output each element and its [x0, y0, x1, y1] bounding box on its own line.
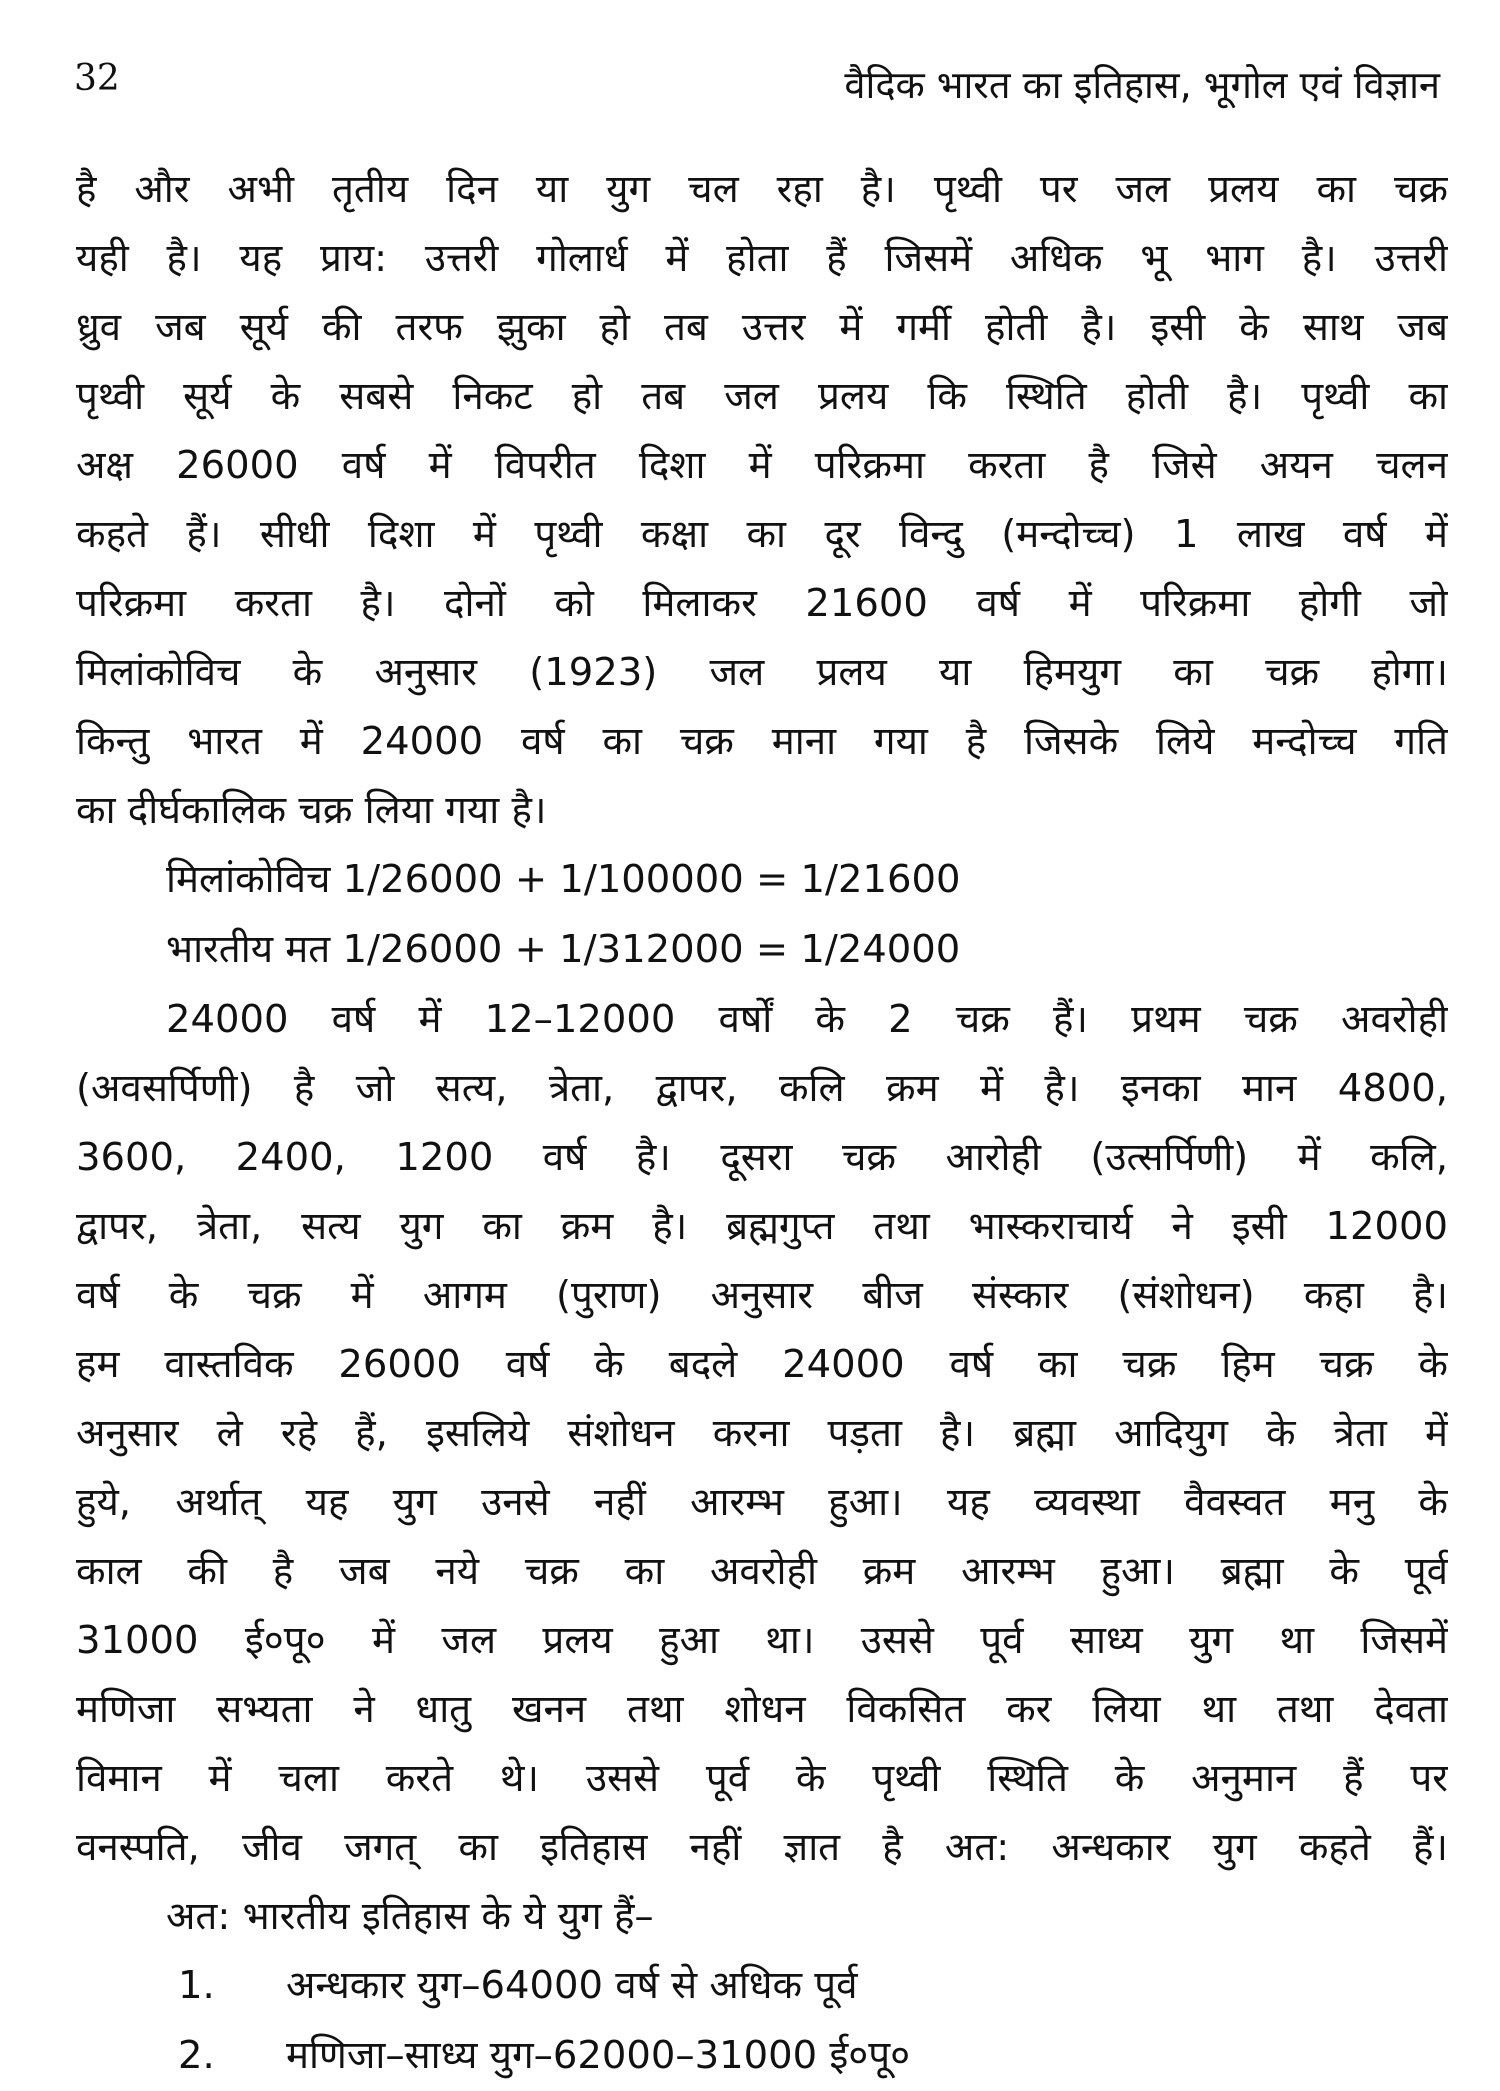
page-number: 32: [74, 58, 120, 99]
list-item: [76, 2021, 1448, 2091]
era-list: [76, 1951, 1448, 2091]
text-line: ध्रुव जब सूर्य की तरफ झुका हो तब उत्तर में गर्मी होती है। इसी के साथ जब: [76, 305, 1448, 350]
paragraph-1: [76, 155, 1448, 845]
text-line: 31000 ई०पू० में जल प्रलय हुआ था। उससे पूर्व साध्य युग था जिसमें: [76, 1618, 1448, 1663]
text-line: है और अभी तृतीय दिन या युग चल रहा है। पृथ्वी पर जल प्रलय का चक्र: [76, 167, 1448, 212]
text-line: काल की है जब नये चक्र का अवरोही क्रम आरम्भ हुआ। ब्रह्मा के पूर्व: [76, 1549, 1448, 1594]
text-line: कहते हैं। सीधी दिशा में पृथ्वी कक्षा का दूर विन्दु (मन्दोच्च) 1 लाख वर्ष में: [76, 512, 1448, 557]
list-intro: अत: भारतीय इतिहास के ये युग हैं–: [166, 1894, 654, 1939]
list-number: 2.: [178, 2033, 215, 2078]
text-line: मणिजा सभ्यता ने धातु खनन तथा शोधन विकसित कर लिया था तथा देवता: [76, 1687, 1448, 1732]
text-line: वर्ष के चक्र में आगम (पुराण) अनुसार बीज संस्कार (संशोधन) कहा है।: [76, 1273, 1448, 1318]
list-text: अन्धकार युग–64000 वर्ष से अधिक पूर्व: [286, 1963, 858, 2008]
text-line: यही है। यह प्राय: उत्तरी गोलार्ध में होता हैं जिसमें अधिक भू भाग है। उत्तरी: [76, 236, 1448, 281]
text-line: द्वापर, त्रेता, सत्य युग का क्रम है। ब्रह्मगुप्त तथा भास्कराचार्य ने इसी 12000: [76, 1204, 1448, 1249]
text-line: 24000 वर्ष में 12–12000 वर्षों के 2 चक्र हैं। प्रथम चक्र अवरोही: [166, 997, 1448, 1042]
paragraph-2: [76, 985, 1448, 1882]
page-header: [74, 58, 1440, 118]
text-line: वनस्पति, जीव जगत् का इतिहास नहीं ज्ञात है अत: अन्धकार युग कहते हैं।: [76, 1825, 1448, 1870]
running-title: वैदिक भारत का इतिहास, भूगोल एवं विज्ञान: [844, 63, 1440, 107]
equation-milankovitch: मिलांकोविच 1/26000 + 1/100000 = 1/21600: [166, 857, 961, 902]
text-line: हुये, अर्थात् यह युग उनसे नहीं आरम्भ हुआ। यह व्यवस्था वैवस्वत मनु के: [76, 1480, 1448, 1525]
text-line: किन्तु भारत में 24000 वर्ष का चक्र माना गया है जिसके लिये मन्दोच्च गति: [76, 719, 1448, 764]
equation-indian: भारतीय मत 1/26000 + 1/312000 = 1/24000: [166, 927, 961, 972]
list-item: [76, 1951, 1448, 2021]
text-line: विमान में चला करते थे। उससे पूर्व के पृथ्वी स्थिति के अनुमान हैं पर: [76, 1756, 1448, 1801]
equations: [76, 845, 1448, 985]
text-line: परिक्रमा करता है। दोनों को मिलाकर 21600 वर्ष में परिक्रमा होगी जो: [76, 581, 1448, 626]
text-line: 3600, 2400, 1200 वर्ष है। दूसरा चक्र आरोही (उत्सर्पिणी) में कलि,: [76, 1135, 1448, 1180]
text-line: का दीर्घकालिक चक्र लिया गया है।: [76, 788, 547, 833]
text-line: (अवसर्पिणी) है जो सत्य, त्रेता, द्वापर, कलि क्रम में है। इनका मान 4800,: [76, 1066, 1448, 1111]
list-number: 1.: [178, 1963, 215, 2008]
list-text: मणिजा–साध्य युग–62000–31000 ई०पू०: [286, 2033, 911, 2078]
body-text: [76, 155, 1448, 2091]
text-line: हम वास्तविक 26000 वर्ष के बदले 24000 वर्ष का चक्र हिम चक्र के: [76, 1342, 1448, 1387]
text-line: अक्ष 26000 वर्ष में विपरीत दिशा में परिक्रमा करता है जिसे अयन चलन: [76, 443, 1448, 488]
text-line: मिलांकोविच के अनुसार (1923) जल प्रलय या हिमयुग का चक्र होगा।: [76, 650, 1448, 695]
text-line: पृथ्वी सूर्य के सबसे निकट हो तब जल प्रलय कि स्थिति होती है। पृथ्वी का: [76, 374, 1448, 419]
text-line: अनुसार ले रहे हैं, इसलिये संशोधन करना पड़ता है। ब्रह्मा आदियुग के त्रेता में: [76, 1411, 1448, 1456]
